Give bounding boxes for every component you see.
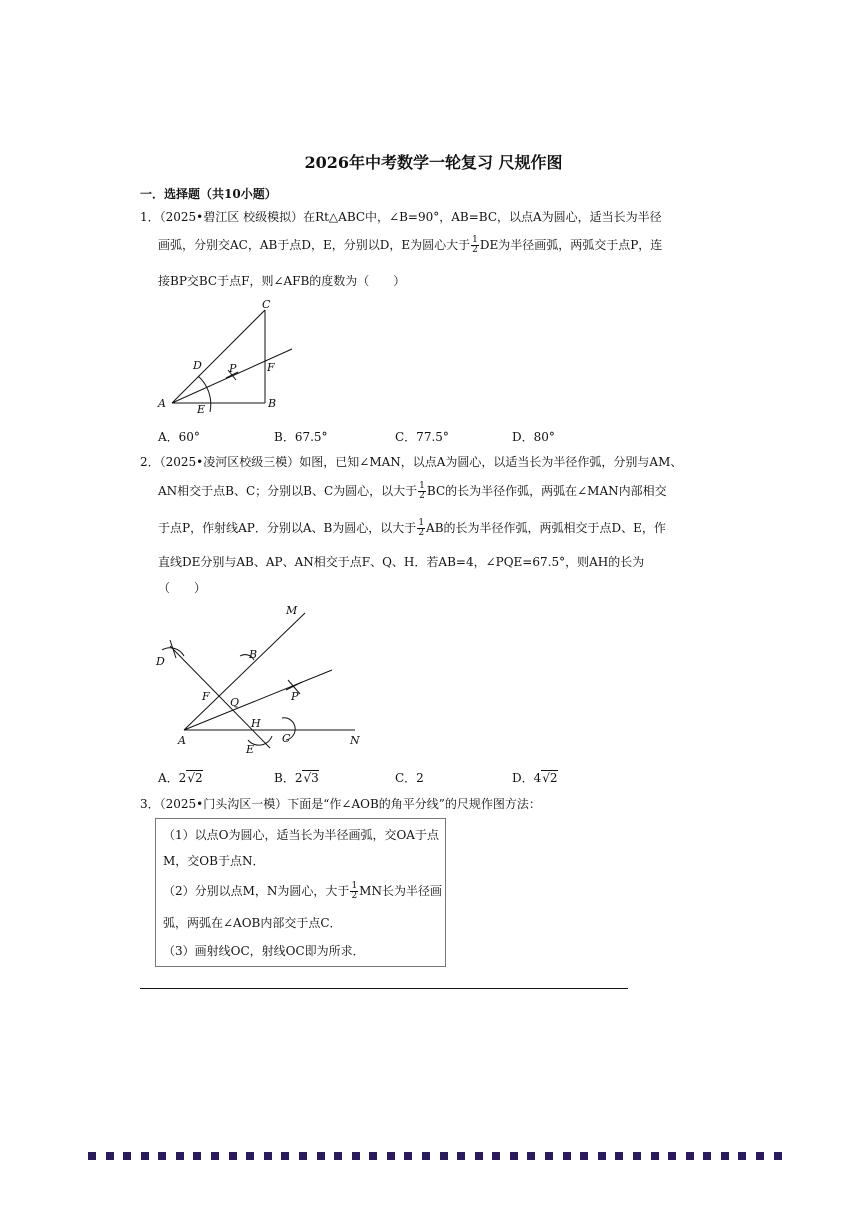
q2-choice-d[interactable]: D．4√2 xyxy=(512,771,558,785)
q3-step2: （2）分别以点M，N为圆心，大于 $\frac{1}{2}$ MN长为半径画 xyxy=(163,881,442,901)
label-F: F xyxy=(202,690,210,703)
label-B: B xyxy=(268,397,277,410)
label-A: A xyxy=(178,734,186,747)
label-H: H xyxy=(251,717,261,730)
label-C: C xyxy=(282,732,291,745)
q3-step1a: （1）以点O为圆心，适当长为半径画弧，交OA于点 xyxy=(163,828,439,842)
q1-choice-c[interactable]: C．77.5° xyxy=(395,430,449,444)
fraction: $\frac{1}{2}$ xyxy=(472,235,478,255)
section-heading: 一．选择题（共10小题） xyxy=(140,187,277,201)
q2-number: 2． xyxy=(140,455,160,469)
label-C: C xyxy=(262,298,271,311)
q2-line1: 2．（2025•凌河区校级三模）如图，已知∠MAN，以点A为圆心，以适当长为半径作弧，分别与AM、 xyxy=(140,455,683,469)
q1-line3: 接BP交BC于点F，则∠AFB的度数为（ ） xyxy=(158,274,406,288)
label-D: D xyxy=(156,655,165,668)
fraction: $\frac{1}{2}$ xyxy=(418,518,425,538)
label-F: F xyxy=(267,361,275,374)
sqrt-symbol: √2 xyxy=(542,771,558,785)
label-P: P xyxy=(291,690,299,703)
label-E: E xyxy=(246,743,255,756)
q1-figure xyxy=(150,292,310,418)
q1-choice-d[interactable]: D．80° xyxy=(512,430,555,444)
q2-line2: AN相交于点B、C；分别以B、C为圆心，以大于 $\frac{1}{2}$ BC的长为半径作弧，两弧在∠MAN内部相交 xyxy=(158,481,667,501)
q3-number: 3． xyxy=(140,797,160,811)
q3-step1b: M，交OB于点N． xyxy=(163,854,265,868)
q1-number: 1． xyxy=(140,210,160,224)
q1-line2: 画弧，分别交AC，AB于点D，E，分别以D，E为圆心大于 $\frac{1}{2}$ DE为半径画弧，两弧交于点P，连 xyxy=(158,235,663,255)
label-N: N xyxy=(350,734,360,747)
sqrt-symbol: √3 xyxy=(303,771,319,785)
q2-choice-b[interactable]: B．2√3 xyxy=(274,771,319,785)
q1-choice-a[interactable]: A．60° xyxy=(158,430,200,444)
q3-line1: 3．（2025•门头沟区一模）下面是“作∠AOB的角平分线”的尺规作图方法： xyxy=(140,797,541,811)
label-A: A xyxy=(158,397,166,410)
footer-dotted-border xyxy=(88,1152,782,1162)
label-D: D xyxy=(193,359,202,372)
q2-line4: 直线DE分别与AB、AP、AN相交于点F、Q、H．若AB=4，∠PQE=67.5°，则AH的长为 xyxy=(158,555,645,569)
q2-line5: （ ） xyxy=(158,581,207,595)
page-title: 2026年中考数学一轮复习 尺规作图 xyxy=(304,153,563,172)
q1-line1: 1．（2025•碧江区 校级模拟）在Rt△ABC中，∠B=90°，AB=BC，以点A为圆心，适当长为半径 xyxy=(140,210,662,224)
sqrt-symbol: √2 xyxy=(187,771,203,785)
label-Q: Q xyxy=(230,696,240,709)
fraction: $\frac{1}{2}$ xyxy=(351,881,358,901)
q2-choice-a[interactable]: A．2√2 xyxy=(158,771,203,785)
q3-step3: （3）画射线OC，射线OC即为所求． xyxy=(163,944,365,958)
label-P: P xyxy=(229,362,237,375)
q2-line3: 于点P，作射线AP．分别以A、B为圆心，以大于 $\frac{1}{2}$ AB的长为半径作弧，两弧相交于点D、E，作 xyxy=(158,518,666,538)
label-B: B xyxy=(249,648,258,661)
q2-choice-c[interactable]: C．2 xyxy=(395,771,424,785)
fraction: $\frac{1}{2}$ xyxy=(419,481,425,501)
q1-choice-b[interactable]: B．67.5° xyxy=(274,430,328,444)
divider-line xyxy=(140,988,628,989)
q2-figure xyxy=(150,598,370,760)
q3-step2c: 弧，两弧在∠AOB内部交于点C． xyxy=(163,916,342,930)
label-M: M xyxy=(286,604,298,617)
label-E: E xyxy=(197,403,206,416)
